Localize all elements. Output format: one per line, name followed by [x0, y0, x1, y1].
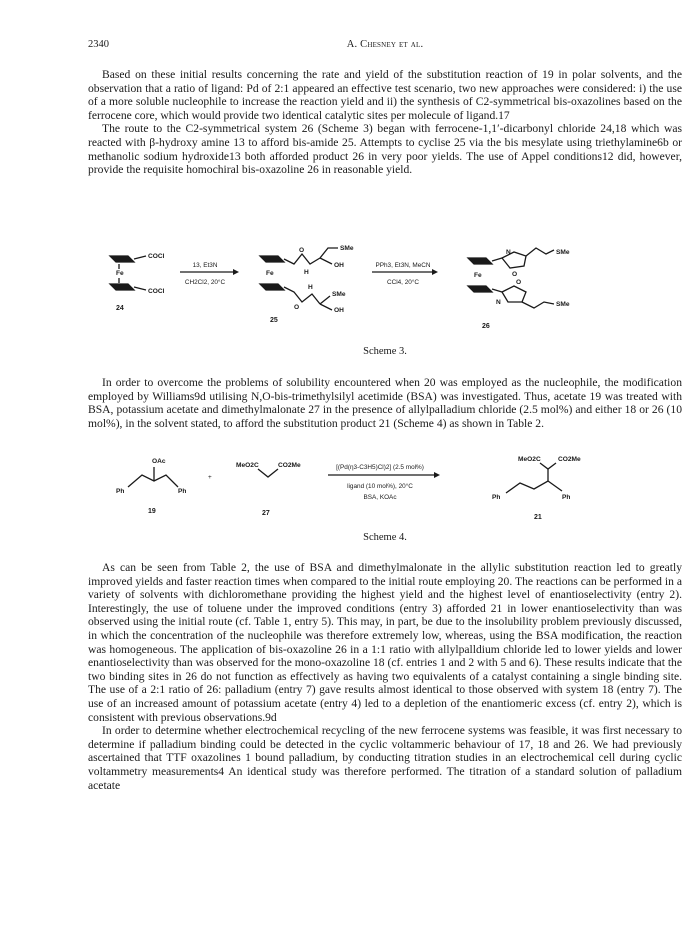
o-label-26-bottom: O	[516, 279, 522, 286]
paragraph-5: In order to determine whether electrochemical recycling of the new ferrocene systems was feasible, it was first necessary to determine if palladium binding could be detected in the cyclic voltammeric behaviour of 17, 18 and 26. We had previously ascertained that TTF oxazolines 1 bound palladium, by conducting titration studies in an electrochemical cell during cyclic voltammetry measurements4 An identical study was therefore performed. The titration of a standard solution of palladium acetate	[88, 724, 682, 792]
ph-label-21-left: Ph	[492, 494, 501, 501]
fe-label-25: Fe	[266, 270, 274, 277]
compound-27-structure	[236, 462, 301, 517]
page-header	[88, 39, 682, 53]
scheme-4-drawing	[88, 447, 682, 523]
meo2c-label-27: MeO2C	[236, 462, 259, 469]
arrow1-conditions: CH2Cl2, 20°C	[184, 279, 226, 286]
scheme-3-caption: Scheme 3.	[363, 346, 407, 357]
o-label-25-top: O	[299, 247, 305, 254]
co2me-label-21: CO2Me	[558, 456, 581, 463]
sme-label-26-bottom: SMe	[556, 301, 570, 308]
paragraph-1: Based on these initial results concerning the rate and yield of the substitution reaction of 19 in polar solvents, and the observation that a ratio of ligand: Pd of 2:1 appeared an effective test scenario, two new approaches were considered: i) the use of a more soluble nucleophile to increase the reaction yield and ii) the synthesis of C2-symmetrical bis-oxazolines based on the ferrocene core, which would provide two identical catalytic sites per molecule of ligand.17	[88, 68, 682, 122]
n-label-26-top: N	[506, 249, 511, 256]
fe-label-26: Fe	[474, 272, 482, 279]
sme-label-26-top: SMe	[556, 249, 570, 256]
paragraph-4: As can be seen from Table 2, the use of BSA and dimethylmalonate in the allylic substitution reaction led to greatly improved yields and faster reaction times when compared to the initial route employing 20. The reactions can be performed in a variety of solvents with dichloromethane providing the highest yield and the highest level of enantioselectivity (entry 2). Interestingly, the use of toluene under the improved conditions (entry 3) afforded 21 in lower enantioselectivity than was observed using the initial route (cf. Table 1, entry 5). This may, in part, be due to the insolubility problem previously discussed, in which the concentration of the nucleophile was therefore extremely low, whereas, using the BSA modification, the reaction was homogeneous. The application of bis-oxazoline 26 in a 1:1 ratio with allylpalldium chloride led to lower yields and lower enantioselectivity than was observed for the mono-oxazoline 18 (cf. entries 1 and 2 with 5 and 6). These results indicate that the two binding sites in 26 do not function as effectively as having two equivalents of a catalyst containing a single binding site. The use of a 2:1 ratio of 26: palladium (entry 7) gave results almost identical to those observed with system 18 (entry 7). The use of an increased amount of potassium acetate (entry 4) led to a depletion of the enantiomeric excess (cf. entry 2), which is consistent with previous observations.9d	[88, 561, 682, 724]
scheme-4-figure	[88, 447, 682, 523]
text-block-middle	[88, 376, 682, 430]
paragraph-2: The route to the C2-symmetrical system 26 (Scheme 3) began with ferrocene-1,1′-dicarbonyl chloride 24,18 which was reacted with β-hydroxy amine 13 to afford bis-amide 25. Attempts to cyclise 25 via the bis mesylate using triethylamine6b or methanolic sodium hydroxide13 both afforded product 26 in very poor yields. The use of Appel conditions12 did, however, provide the requisite homochiral bis-oxazoline 26 in reasonable yield.	[88, 122, 682, 177]
running-head: A. Chesney et al.	[346, 39, 424, 50]
ph-label-19-right: Ph	[178, 488, 187, 495]
meo2c-label-21: MeO2C	[518, 456, 541, 463]
fe-label-24: Fe	[116, 270, 124, 277]
n-label-26-bottom: N	[496, 299, 501, 306]
compound-26-number: 26	[482, 323, 490, 330]
sme-label-25-top: SMe	[340, 245, 354, 252]
sme-label-25-bottom: SMe	[332, 291, 346, 298]
oac-label: OAc	[152, 458, 166, 465]
compound-24-number: 24	[116, 305, 124, 312]
cocl-label-top: COCl	[148, 253, 165, 260]
oh-label-25-bottom: OH	[334, 307, 344, 314]
compound-21-structure	[492, 456, 581, 521]
compound-19-number: 19	[148, 508, 156, 515]
paragraph-3: In order to overcome the problems of solubility encountered when 20 was employed as the nucleophile, the modification employed by Williams9d utilising N,O-bis-trimethylsilyl acetimide (BSA) was investigated. Thus, acetate 19 was treated with BSA, potassium acetate and dimethylmalonate 27 in the presence of allylpalladium chloride (2.5 mol%) and either 18 or 26 (10 mol%), in the solvent stated, to afford the substitution product 21 (Scheme 4) as shown in Table 2.	[88, 376, 682, 430]
scheme-4-caption: Scheme 4.	[363, 532, 407, 543]
compound-27-number: 27	[262, 510, 270, 517]
arrow-additives: BSA, KOAc	[363, 494, 397, 501]
o-label-25-bottom: O	[294, 304, 300, 311]
compound-19-structure	[116, 458, 186, 515]
text-block-top	[88, 68, 682, 177]
compound-26-structure	[468, 248, 570, 330]
scheme-3-drawing	[88, 244, 682, 344]
reaction-arrow-2	[372, 262, 438, 286]
arrow1-reagent: 13, Et3N	[192, 262, 218, 269]
arrow2-conditions: CCl4, 20°C	[386, 279, 420, 286]
compound-25-structure	[260, 245, 354, 324]
reaction-arrow-1	[180, 262, 239, 286]
h-label-25-bottom: H	[308, 284, 313, 291]
compound-21-number: 21	[534, 514, 542, 521]
co2me-label-27: CO2Me	[278, 462, 301, 469]
page-number: 2340	[88, 39, 109, 50]
scheme-3-figure	[88, 244, 682, 344]
arrow-catalyst: [(Pd(η3-C3H5)Cl)2] (2.5 mol%)	[336, 464, 424, 471]
o-label-26-top: O	[512, 271, 518, 278]
plus-sign: +	[208, 474, 212, 481]
arrow2-reagent: PPh3, Et3N, MeCN	[375, 262, 431, 269]
text-block-bottom	[88, 561, 682, 792]
ph-label-19-left: Ph	[116, 488, 125, 495]
reaction-arrow-scheme-4	[328, 464, 440, 501]
compound-25-number: 25	[270, 317, 278, 324]
compound-24-structure	[110, 253, 165, 312]
ph-label-21-right: Ph	[562, 494, 571, 501]
h-label-25-top: H	[304, 269, 309, 276]
oh-label-25-top: OH	[334, 262, 344, 269]
arrow-ligand: ligand (10 mol%), 20°C	[347, 483, 413, 490]
cocl-label-bottom: COCl	[148, 288, 165, 295]
